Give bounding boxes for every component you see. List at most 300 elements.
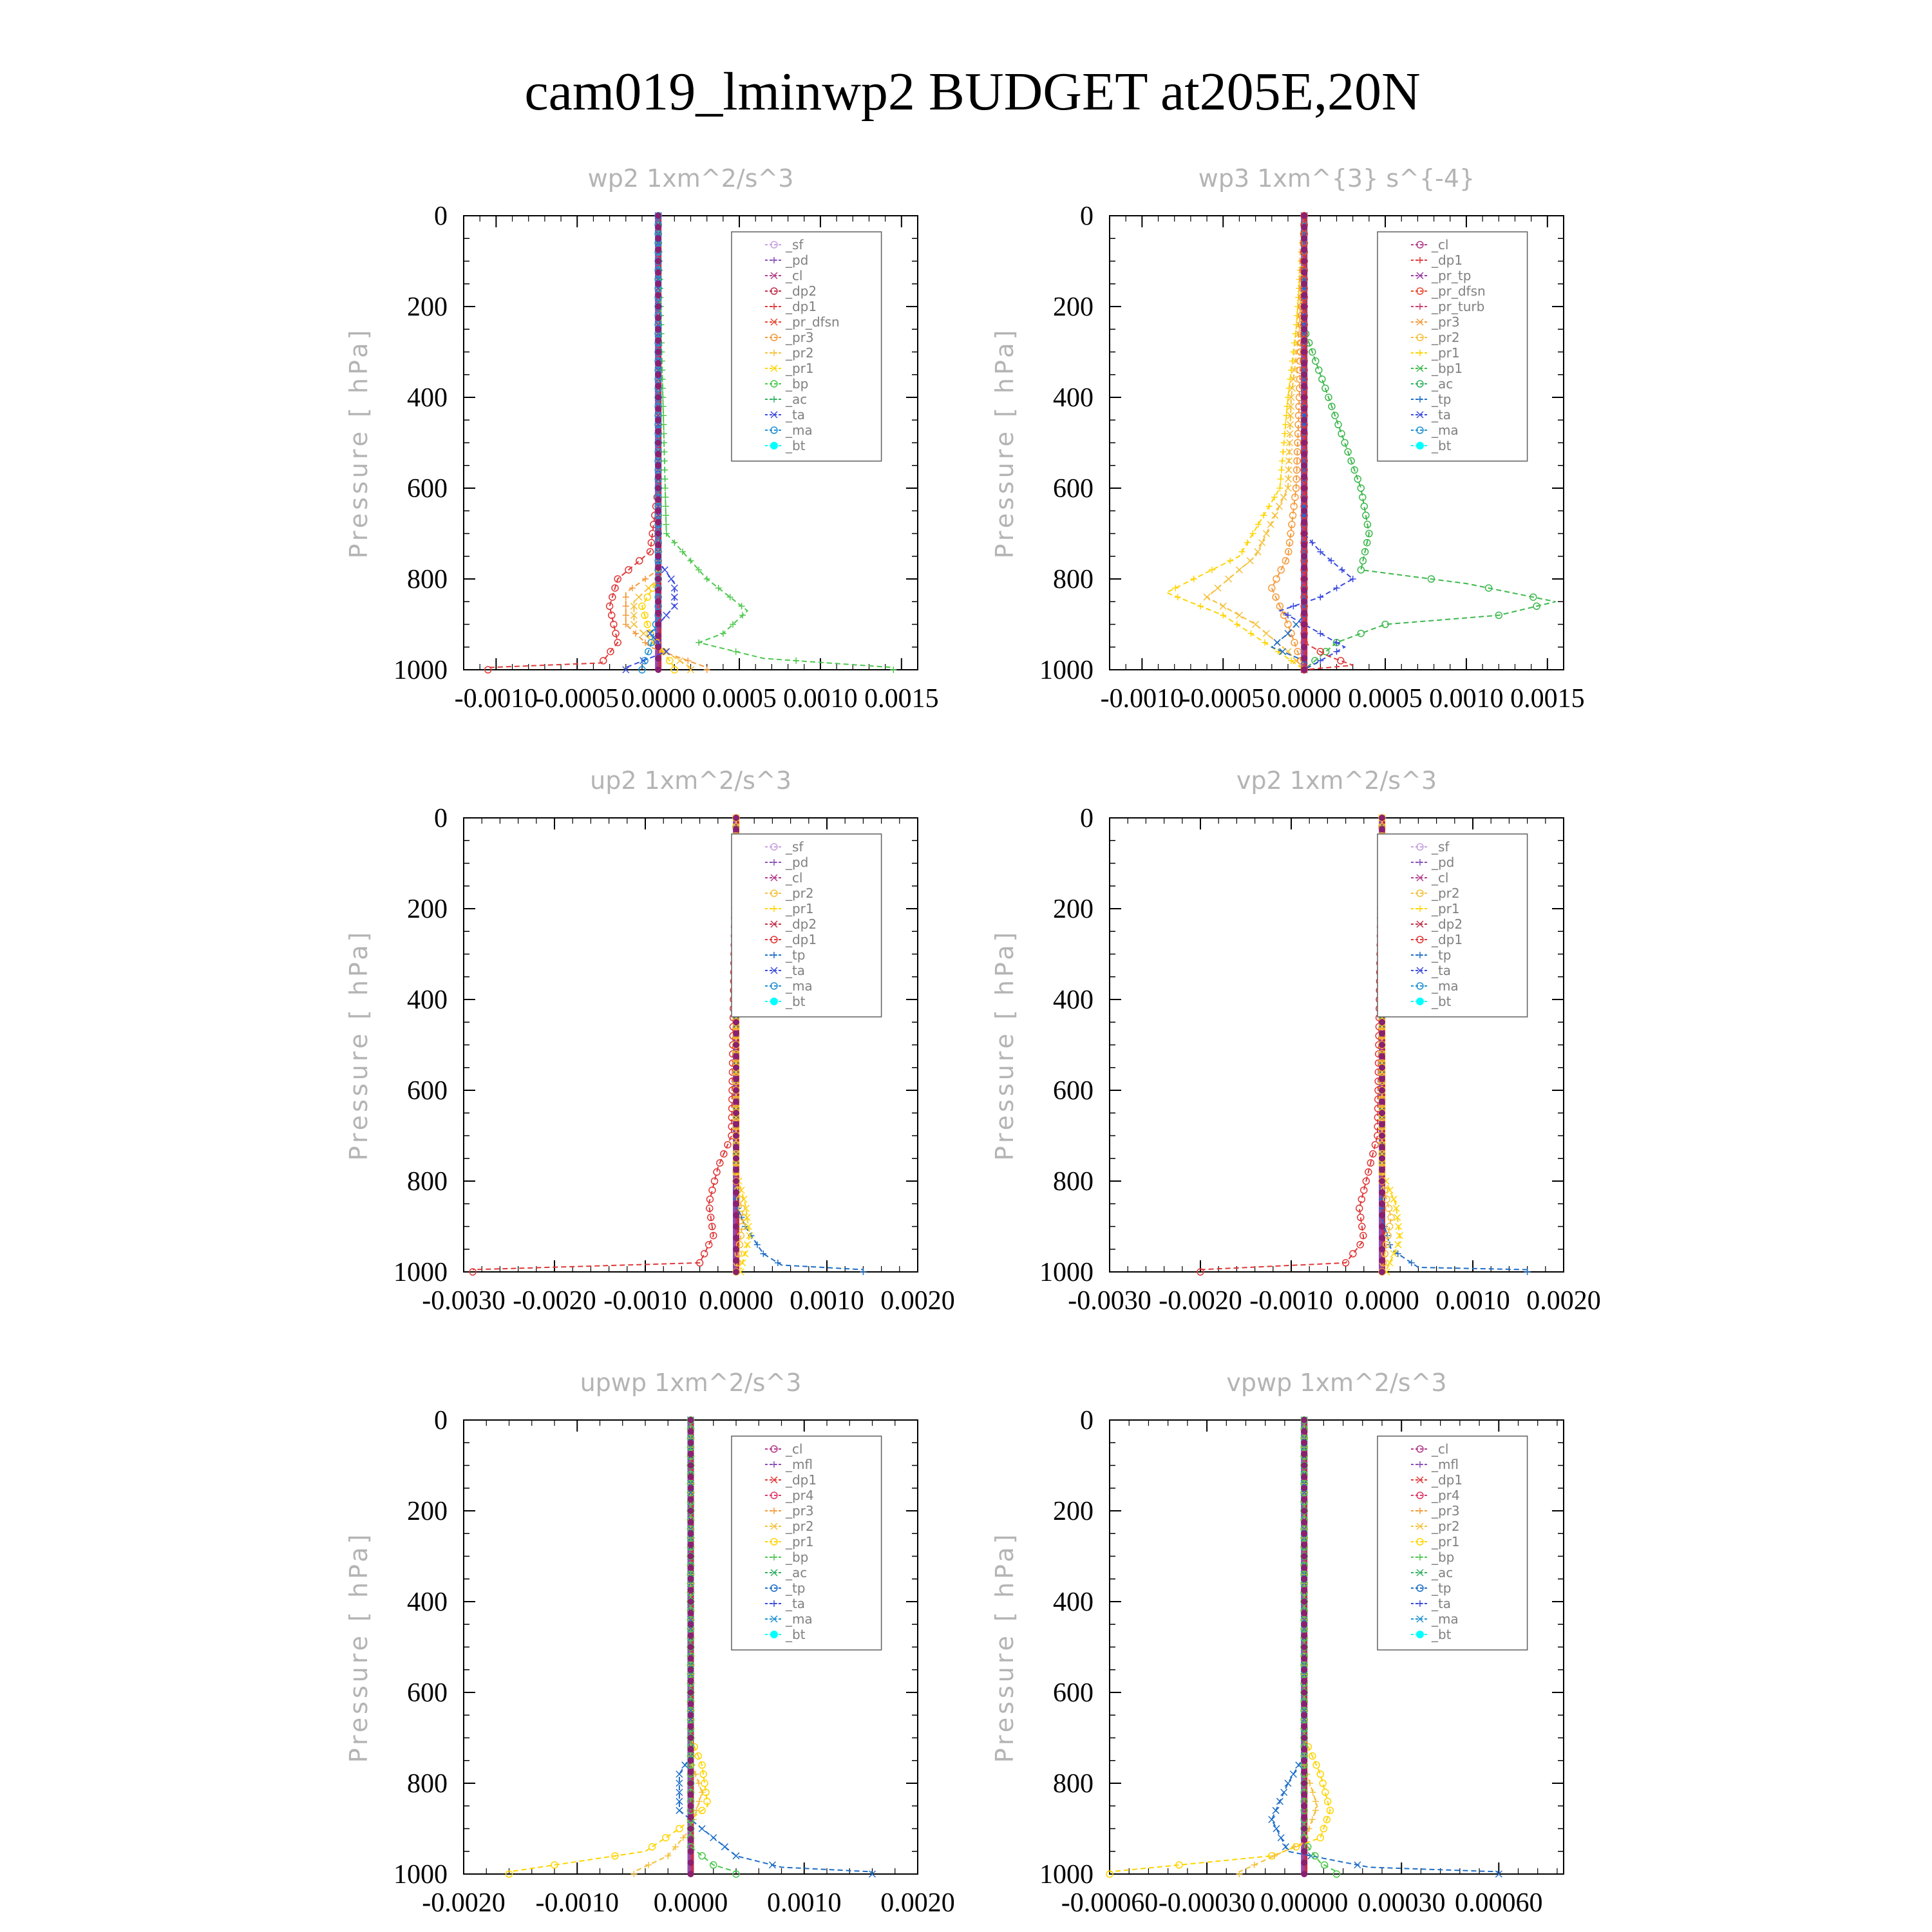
legend-label: _pr2 [1431, 330, 1460, 345]
x-tick-label: -0.0030 [1068, 1286, 1151, 1316]
series-marker [1278, 467, 1285, 473]
x-tick-label: -0.0020 [1159, 1286, 1242, 1316]
series-marker [1379, 815, 1385, 821]
legend-label: _pd [785, 855, 809, 870]
x-tick-label: 0.00060 [1455, 1888, 1543, 1918]
series-marker [1234, 621, 1240, 628]
series-marker [1266, 503, 1273, 509]
series-marker [1301, 360, 1307, 366]
series-marker [733, 1087, 739, 1094]
series-marker [688, 1417, 694, 1423]
legend-label: _ac [785, 1565, 808, 1580]
series-marker [1301, 587, 1307, 594]
series-marker [661, 467, 668, 473]
legend [732, 1436, 882, 1650]
series-marker [1236, 567, 1242, 573]
legend-label: _sf [785, 839, 804, 855]
series-marker [733, 1065, 739, 1071]
series-marker [1301, 224, 1307, 231]
series-marker [688, 1871, 694, 1877]
series-marker [1317, 1835, 1323, 1841]
series-marker [1301, 428, 1307, 435]
legend-label: _pr3 [1431, 314, 1460, 330]
series-marker [688, 1859, 694, 1866]
series-marker [688, 1768, 694, 1775]
series-marker [655, 315, 661, 321]
series-marker [733, 1269, 739, 1275]
series-marker [1301, 1553, 1307, 1560]
panel-title: vp2 1xm^2/s^3 [1236, 766, 1437, 795]
series-marker [1301, 1689, 1307, 1696]
legend-label: _ac [785, 392, 808, 407]
series-marker [733, 1200, 739, 1207]
series-marker [688, 1451, 694, 1457]
legend-label: _dp1 [1431, 1472, 1463, 1488]
series-marker [685, 658, 691, 664]
series-marker [1301, 258, 1307, 265]
series-marker [1301, 1848, 1307, 1855]
legend-label: _ma [1431, 422, 1459, 438]
y-axis-label: Pressure [ hPa] [345, 929, 373, 1161]
series-marker [655, 258, 661, 265]
series-marker [655, 519, 661, 526]
y-tick-label: 1000 [393, 1258, 448, 1287]
series-marker [1215, 585, 1221, 591]
series-marker [1197, 603, 1204, 609]
series-marker [1335, 421, 1341, 428]
series-marker [1379, 1246, 1385, 1253]
series-marker [733, 1133, 739, 1139]
series-marker [688, 1803, 694, 1809]
legend-label: _dp1 [785, 932, 817, 947]
panels-layer [345, 164, 1601, 1918]
series-marker [793, 658, 799, 664]
series-marker [1301, 667, 1307, 673]
series-marker [890, 667, 896, 673]
series-marker [1271, 494, 1278, 500]
series-marker [1301, 1530, 1307, 1537]
x-tick-label: -0.0030 [422, 1286, 506, 1316]
series-marker [1291, 339, 1298, 346]
series-marker [1301, 564, 1307, 571]
series-marker [1379, 1257, 1385, 1264]
series-marker [1280, 449, 1286, 455]
series-marker [1408, 1260, 1415, 1266]
series-marker [1379, 1087, 1385, 1094]
x-tick-label: 0.0020 [880, 1286, 955, 1316]
legend-label: _tp [1431, 947, 1452, 963]
series-marker [1339, 567, 1345, 573]
x-tick-label: 0.0010 [1429, 684, 1504, 714]
series-marker [655, 406, 661, 412]
series-marker [733, 1042, 739, 1048]
series-marker [688, 1473, 694, 1480]
series-line [626, 216, 675, 668]
y-tick-label: 400 [407, 1587, 448, 1617]
series-marker [1379, 1053, 1385, 1059]
y-tick-label: 1000 [1039, 1860, 1094, 1889]
series-marker [1227, 558, 1233, 564]
series-marker [1290, 349, 1296, 355]
series-marker [1249, 531, 1256, 537]
series-marker [655, 337, 661, 344]
series-marker [644, 594, 650, 600]
legend [1378, 1436, 1528, 1650]
y-tick-label: 0 [1080, 202, 1094, 231]
legend-label: _pr3 [785, 1503, 814, 1519]
y-tick-label: 800 [1053, 1167, 1094, 1197]
y-tick-label: 600 [407, 1076, 448, 1106]
series-marker [1301, 292, 1307, 298]
x-tick-label: -0.0010 [1100, 684, 1184, 714]
series-marker [1379, 1110, 1385, 1116]
series-marker [1301, 1814, 1307, 1821]
legend-label: _pr1 [785, 361, 814, 376]
series-marker [688, 558, 694, 564]
legend-label: _bp1 [1431, 361, 1463, 376]
series-marker [688, 1564, 694, 1571]
series-line [1304, 216, 1353, 670]
series-marker [1301, 1519, 1307, 1526]
series-marker [1301, 644, 1307, 650]
legend-label: _pr2 [785, 886, 814, 901]
series-marker [1301, 213, 1307, 219]
series-marker [688, 1655, 694, 1662]
x-tick-label: 0.0000 [699, 1286, 773, 1316]
legend-marker [1416, 442, 1424, 450]
series-marker [1379, 1166, 1385, 1173]
series-marker [655, 440, 661, 446]
series-marker [1301, 655, 1307, 661]
series-marker [655, 462, 661, 469]
legend [732, 834, 882, 1017]
legend-label: _pr_tp [1431, 268, 1472, 283]
series-marker [733, 1053, 739, 1059]
series-marker [688, 1553, 694, 1560]
x-tick-label: -0.00060 [1061, 1888, 1159, 1918]
series-line [1110, 1420, 1330, 1872]
series-marker [1301, 462, 1307, 469]
series-marker [688, 1757, 694, 1764]
x-tick-label: -0.0005 [535, 684, 619, 714]
series-marker [1301, 1587, 1307, 1593]
legend-label: _bt [1431, 994, 1452, 1009]
series-marker [1274, 639, 1280, 646]
legend-label: _tp [1431, 392, 1452, 407]
series-marker [1279, 458, 1285, 464]
series-marker [733, 1110, 739, 1116]
legend-label: _ma [785, 1611, 813, 1627]
series-marker [655, 417, 661, 423]
series-marker [688, 1780, 694, 1786]
series-marker [701, 1251, 708, 1257]
legend-label: _tp [785, 947, 806, 963]
x-tick-label: 0.0010 [790, 1286, 864, 1316]
y-tick-label: 0 [434, 202, 448, 231]
legend-label: _cl [785, 268, 803, 283]
y-tick-label: 0 [1080, 1406, 1094, 1435]
chart-panel-1 [345, 164, 939, 714]
series-marker [1301, 1621, 1307, 1627]
x-tick-label: 0.0010 [767, 1888, 842, 1918]
y-tick-label: 600 [407, 1678, 448, 1708]
series-marker [655, 213, 661, 219]
series-marker [1290, 1771, 1296, 1777]
series-marker [663, 1835, 669, 1841]
series-marker [655, 576, 661, 582]
series-marker [1301, 1496, 1307, 1502]
series-marker [662, 476, 668, 482]
series-marker [1236, 612, 1242, 618]
y-tick-label: 1000 [393, 656, 448, 685]
x-tick-label: 0.0020 [880, 1888, 955, 1918]
series-marker [1379, 1065, 1385, 1071]
series-marker [706, 1242, 712, 1248]
legend-label: _pr3 [1431, 1503, 1460, 1519]
series-marker [1301, 507, 1307, 514]
chart-panel-2 [990, 164, 1585, 714]
legend-label: _bt [785, 1627, 806, 1642]
series-marker [1379, 1144, 1385, 1150]
series-marker [688, 1598, 694, 1605]
series-marker [1175, 594, 1181, 600]
y-tick-label: 0 [434, 804, 448, 833]
y-tick-label: 200 [407, 895, 448, 924]
series-marker [688, 1723, 694, 1730]
series-marker [661, 567, 668, 573]
y-axis-label: Pressure [ hPa] [990, 929, 1019, 1161]
series-marker [623, 594, 629, 600]
series-marker [1285, 621, 1291, 628]
y-axis-label: Pressure [ hPa] [990, 327, 1019, 559]
y-tick-label: 800 [407, 565, 448, 594]
series-line [473, 818, 736, 1270]
series-marker [655, 497, 661, 503]
series-marker [1301, 1757, 1307, 1764]
series-marker [655, 349, 661, 355]
legend-label: _cl [1431, 1441, 1449, 1457]
series-marker [1281, 440, 1287, 446]
series-marker [1301, 269, 1307, 276]
series-marker [663, 612, 670, 618]
legend-label: _bp [1431, 1549, 1455, 1565]
series-marker [1317, 594, 1323, 600]
legend-label: _ma [1431, 978, 1459, 994]
series-marker [688, 1463, 694, 1469]
series-marker [1319, 376, 1325, 383]
series-marker [1358, 630, 1364, 637]
series-line [626, 216, 707, 668]
series-marker [1236, 1871, 1242, 1877]
series-marker [1301, 1417, 1307, 1423]
legend-label: _pr1 [785, 1534, 814, 1549]
legend-label: _ac [1431, 1565, 1454, 1580]
series-marker [663, 521, 669, 527]
series-marker [1310, 1789, 1316, 1795]
series-marker [688, 1610, 694, 1616]
series-line [1304, 1420, 1336, 1872]
series-marker [1276, 503, 1283, 509]
legend-label: _pr4 [1431, 1488, 1460, 1503]
series-marker [1317, 1771, 1323, 1777]
x-tick-label: 0.0010 [783, 684, 858, 714]
series-marker [655, 542, 661, 548]
series-marker [733, 1189, 739, 1196]
series-marker [655, 451, 661, 457]
legend-label: _pd [1431, 855, 1455, 870]
x-tick-label: 0.0000 [1267, 684, 1341, 714]
y-tick-label: 800 [407, 1769, 448, 1799]
series-marker [733, 1178, 739, 1184]
x-tick-label: -0.0020 [422, 1888, 506, 1918]
series-marker [655, 269, 661, 276]
series-marker [1285, 630, 1291, 637]
y-tick-label: 200 [407, 292, 448, 322]
series-marker [688, 1519, 694, 1526]
series-marker [733, 1246, 739, 1253]
series-marker [1284, 403, 1291, 410]
legend-label: _pr2 [785, 1519, 814, 1534]
legend-label: _dp2 [1431, 916, 1463, 932]
series-marker [1301, 1439, 1307, 1446]
series-marker [1273, 576, 1280, 582]
series-marker [1273, 1826, 1280, 1832]
legend-label: _dp1 [1431, 252, 1463, 268]
series-marker [1301, 337, 1307, 344]
legend-label: _pr1 [785, 901, 814, 916]
series-marker [1272, 512, 1278, 518]
series-marker [733, 1144, 739, 1150]
series-marker [1301, 1768, 1307, 1775]
series-marker [655, 247, 661, 253]
series-marker [1301, 372, 1307, 378]
series-marker [1379, 1269, 1385, 1275]
series-marker [1301, 1644, 1307, 1651]
series-marker [1276, 1798, 1283, 1804]
series-marker [1191, 576, 1197, 582]
series-marker [1209, 567, 1215, 573]
series-marker [1301, 1723, 1307, 1730]
legend-label: _pr1 [1431, 1534, 1460, 1549]
legend-marker [770, 998, 778, 1005]
series-marker [688, 1701, 694, 1707]
series-marker [696, 1780, 702, 1786]
series-marker [661, 458, 668, 464]
series-marker [1301, 1576, 1307, 1582]
series-line [509, 1420, 708, 1872]
x-tick-label: -0.0020 [513, 1286, 596, 1316]
series-marker [688, 1689, 694, 1696]
legend-label: _sf [1431, 839, 1450, 855]
series-marker [1301, 1859, 1307, 1866]
series-marker [630, 1871, 637, 1877]
series-marker [1301, 315, 1307, 321]
series-marker [636, 558, 643, 564]
series-marker [655, 360, 661, 366]
series-marker [1287, 376, 1293, 383]
series-marker [1301, 1428, 1307, 1435]
series-marker [1285, 394, 1291, 401]
series-marker [1273, 1807, 1279, 1814]
legend-label: _cl [1431, 237, 1449, 252]
y-tick-label: 800 [407, 1167, 448, 1197]
legend-label: _ta [785, 407, 806, 422]
series-marker [1379, 1224, 1385, 1230]
panel-title: wp3 1xm^{3} s^{-4} [1198, 164, 1475, 193]
y-tick-label: 200 [1053, 1497, 1094, 1526]
series-marker [655, 428, 661, 435]
series-marker [696, 1798, 703, 1804]
series-marker [1301, 1485, 1307, 1492]
series-marker [1301, 383, 1307, 389]
legend-label: _pr3 [785, 330, 814, 345]
series-marker [1301, 1655, 1307, 1662]
legend-label: _ta [1431, 407, 1452, 422]
y-tick-label: 800 [1053, 565, 1094, 594]
series-marker [655, 632, 661, 639]
series-line [488, 216, 658, 668]
series-marker [688, 1792, 694, 1798]
series-marker [655, 587, 661, 594]
series-marker [1301, 576, 1307, 582]
series-marker [733, 826, 739, 833]
series-marker [1301, 1473, 1307, 1480]
series-marker [1379, 1212, 1385, 1218]
series-marker [655, 644, 661, 650]
y-axis-label: Pressure [ hPa] [345, 1531, 373, 1763]
series-marker [733, 815, 739, 821]
panel-title: wp2 1xm^2/s^3 [587, 164, 794, 193]
series-marker [1255, 521, 1262, 527]
series-marker [662, 494, 668, 500]
chart-panel-6 [990, 1368, 1564, 1918]
legend-label: _pr1 [1431, 901, 1460, 916]
series-marker [688, 1826, 694, 1832]
series-marker [655, 326, 661, 332]
chart-panel-4 [990, 766, 1601, 1316]
series-marker [860, 1269, 866, 1275]
series-marker [1350, 1251, 1356, 1257]
legend-label: _ma [1431, 1611, 1459, 1627]
legend-label: _dp1 [785, 1472, 817, 1488]
legend-label: _ta [1431, 963, 1452, 978]
series-marker [1288, 630, 1294, 637]
series-marker [1379, 1178, 1385, 1184]
series-marker [1338, 430, 1345, 437]
series-marker [1379, 1042, 1385, 1048]
legend-label: _pr_dfsn [785, 314, 840, 330]
legend-label: _dp1 [785, 299, 817, 314]
series-marker [1263, 531, 1269, 537]
y-tick-label: 200 [407, 1497, 448, 1526]
series-marker [733, 1121, 739, 1128]
series-marker [1247, 558, 1253, 564]
series-marker [1301, 247, 1307, 253]
legend-label: _dp1 [1431, 932, 1463, 947]
series-marker [1312, 1807, 1319, 1814]
chart-panel-3 [345, 766, 955, 1316]
series-marker [1301, 1837, 1307, 1843]
legend-marker [770, 1631, 778, 1638]
series-marker [1301, 553, 1307, 560]
y-tick-label: 600 [1053, 474, 1094, 504]
series-marker [1247, 630, 1254, 637]
series-marker [636, 594, 642, 600]
series-marker [1239, 549, 1245, 555]
series-marker [1280, 494, 1287, 500]
legend-label: _ac [1431, 376, 1454, 392]
series-marker [688, 1439, 694, 1446]
